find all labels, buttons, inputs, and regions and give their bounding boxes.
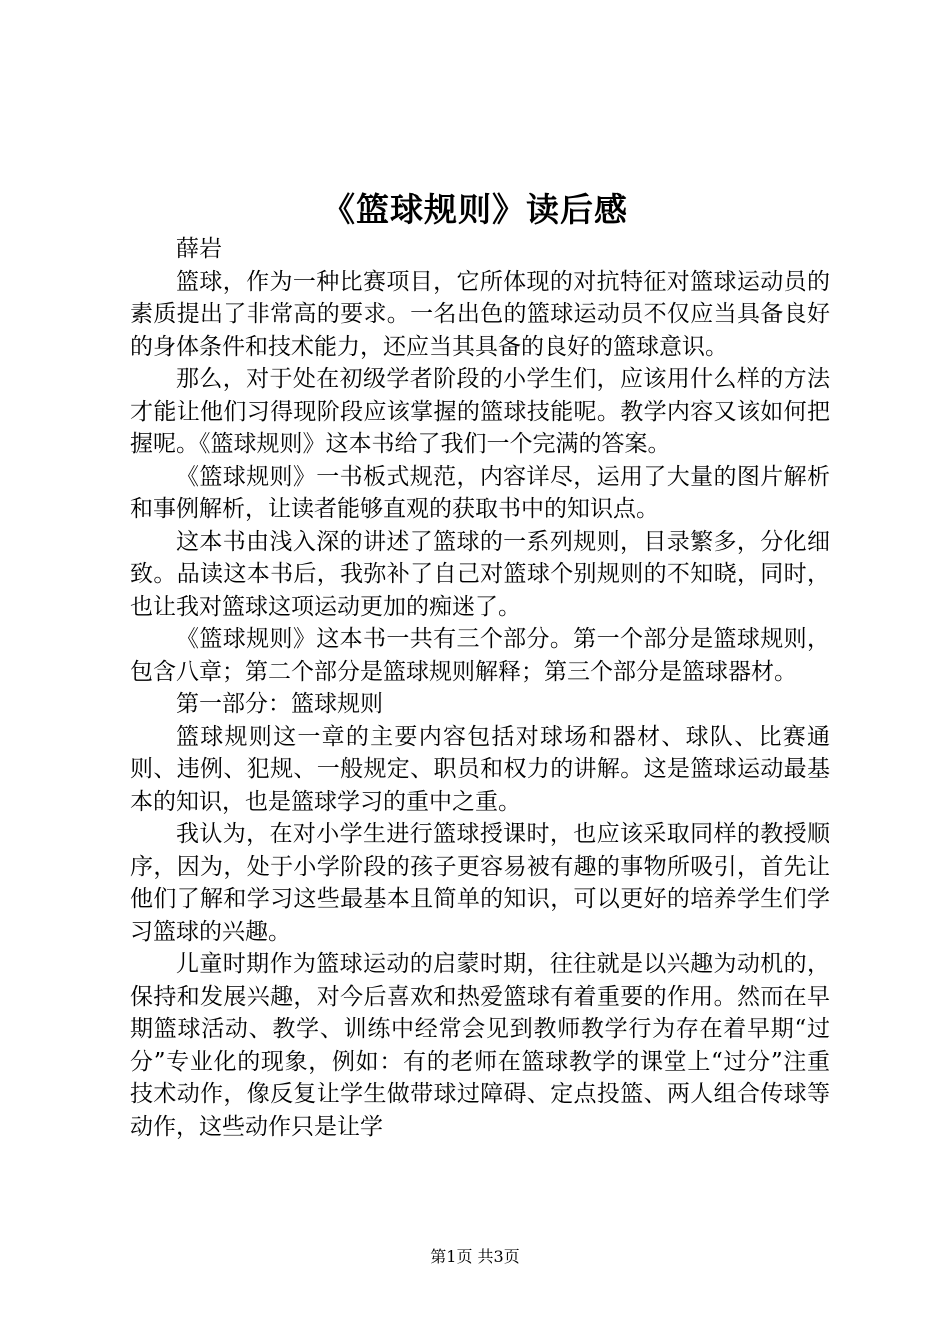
- paragraph: 篮球规则这一章的主要内容包括对球场和器材、球队、比赛通则、违例、犯规、一般规定、职员和权力的讲解。这是篮球运动最基本的知识，也是篮球学习的重中之重。: [130, 723, 830, 815]
- paragraph: 《篮球规则》一书板式规范，内容详尽，运用了大量的图片解析和事例解析，让读者能够直观的获取书中的知识点。: [130, 463, 830, 522]
- paragraph: 儿童时期作为篮球运动的启蒙时期，往往就是以兴趣为动机的，保持和发展兴趣，对今后喜欢和热爱篮球有着重要的作用。然而在早期篮球活动、教学、训练中经常会见到教师教学行为存在着早期“过分”专业化的现象，例如：有的老师在篮球教学的课堂上“过分”注重技术动作，像反复让学生做带球过障碍、定点投篮、两人组合传球等动作，这些动作只是让学: [130, 951, 830, 1140]
- author-line: 薛岩: [176, 236, 222, 262]
- paragraph: 我认为，在对小学生进行篮球授课时，也应该采取同样的教授顺序，因为，处于小学阶段的孩子更容易被有趣的事物所吸引，首先让他们了解和学习这些最基本且简单的知识，可以更好的培养学生们学习篮球的兴趣。: [130, 821, 830, 945]
- section-heading: 第一部分：篮球规则: [176, 691, 383, 717]
- document-title: 《篮球规则》读后感: [322, 190, 628, 229]
- paragraph: 《篮球规则》这本书一共有三个部分。第一个部分是篮球规则，包含八章；第二个部分是篮球规则解释；第三个部分是篮球器材。: [130, 626, 830, 685]
- document-body: [130, 233, 830, 1143]
- paragraph: 那么，对于处在初级学者阶段的小学生们，应该用什么样的方法才能让他们习得现阶段应该掌握的篮球技能呢。教学内容又该如何把握呢。《篮球规则》这本书给了我们一个完满的答案。: [130, 366, 830, 457]
- paragraph: 篮球，作为一种比赛项目，它所体现的对抗特征对篮球运动员的素质提出了非常高的要求。一名出色的篮球运动员不仅应当具备良好的身体条件和技术能力，还应当其具备的良好的篮球意识。: [130, 268, 830, 360]
- page-footer: 第1页 共3页: [430, 1247, 520, 1266]
- paragraph: 这本书由浅入深的讲述了篮球的一系列规则，目录繁多，分化细致。品读这本书后，我弥补了自己对篮球个别规则的不知晓，同时，也让我对篮球这项运动更加的痴迷了。: [130, 528, 830, 620]
